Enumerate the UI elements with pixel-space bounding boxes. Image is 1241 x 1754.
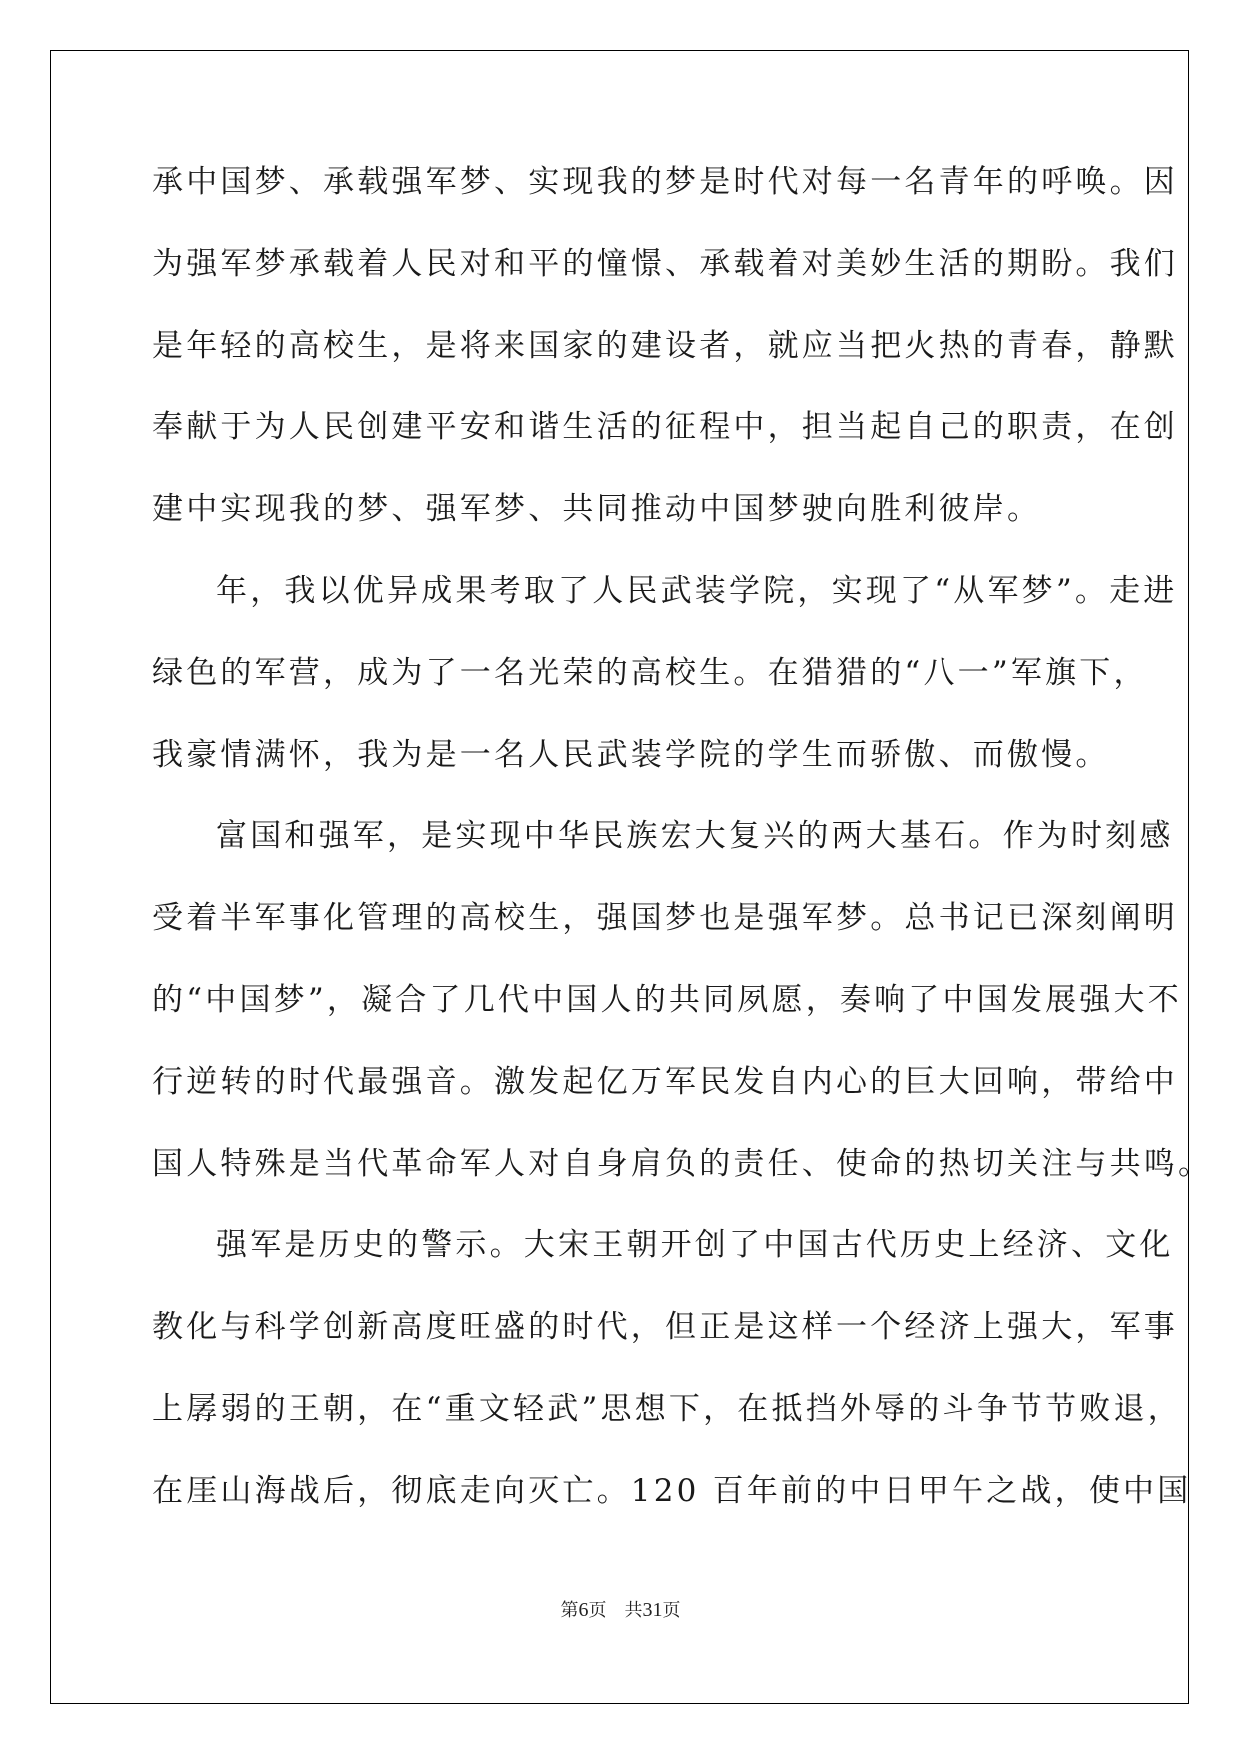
text-line: 建中实现我的梦、强军梦、共同推动中国梦驶向胜利彼岸。 [152,491,1042,528]
text-line: 我豪情满怀，我为是一名人民武装学院的学生而骄傲、而傲慢。 [152,736,1110,773]
text-line: 为强军梦承载着人民对和平的憧憬、承载着对美妙生活的期盼。我们 [152,245,1178,282]
document-body [152,162,1213,1553]
text-line: 受着半军事化管理的高校生，强国梦也是强军梦。总书记已深刻阐明 [152,900,1178,937]
paragraph-start-line: 年，我以优异成果考取了人民武装学院，实现了“从军梦”。走进 [216,572,1178,609]
footer-mid: 页 共 [588,1600,643,1621]
text-line: 奉献于为人民创建平安和谐生活的征程中，担当起自己的职责，在创 [152,409,1178,446]
text-line: 绿色的军营，成为了一名光荣的高校生。在猎猎的“八一”军旗下， [152,654,1148,691]
text-line: 承中国梦、承载强军梦、实现我的梦是时代对每一名青年的呼唤。因 [152,164,1178,200]
page-footer [0,1596,1241,1622]
text-line: 的“中国梦”，凝合了几代中国人的共同夙愿，奏响了中国发展强大不 [152,981,1182,1018]
footer-suffix: 页 [662,1600,681,1621]
text-line: 教化与科学创新高度旺盛的时代，但正是这样一个经济上强大，军事 [152,1309,1178,1346]
text-line: 行逆转的时代最强音。激发起亿万军民发自内心的巨大回响，带给中 [152,1063,1178,1100]
text-line: 是年轻的高校生，是将来国家的建设者，就应当把火热的青春，静默 [152,327,1178,364]
paragraph-start-line: 强军是历史的警示。大宋王朝开创了中国古代历史上经济、文化 [216,1227,1174,1264]
text-line: 上孱弱的王朝，在“重文轻武”思想下，在抵挡外辱的斗争节节败退， [152,1390,1182,1427]
total-pages: 31 [642,1599,663,1621]
paragraph-start-line: 富国和强军，是实现中华民族宏大复兴的两大基石。作为时刻感 [216,818,1174,855]
text-line: 在厓山海战后，彻底走向灭亡。120 百年前的中日甲午之战，使中国 [152,1472,1192,1509]
footer-prefix: 第 [560,1600,579,1621]
text-line: 国人特殊是当代革命军人对自身肩负的责任、使命的热切关注与共鸣。 [152,1145,1213,1182]
page-number: 6 [578,1599,589,1621]
